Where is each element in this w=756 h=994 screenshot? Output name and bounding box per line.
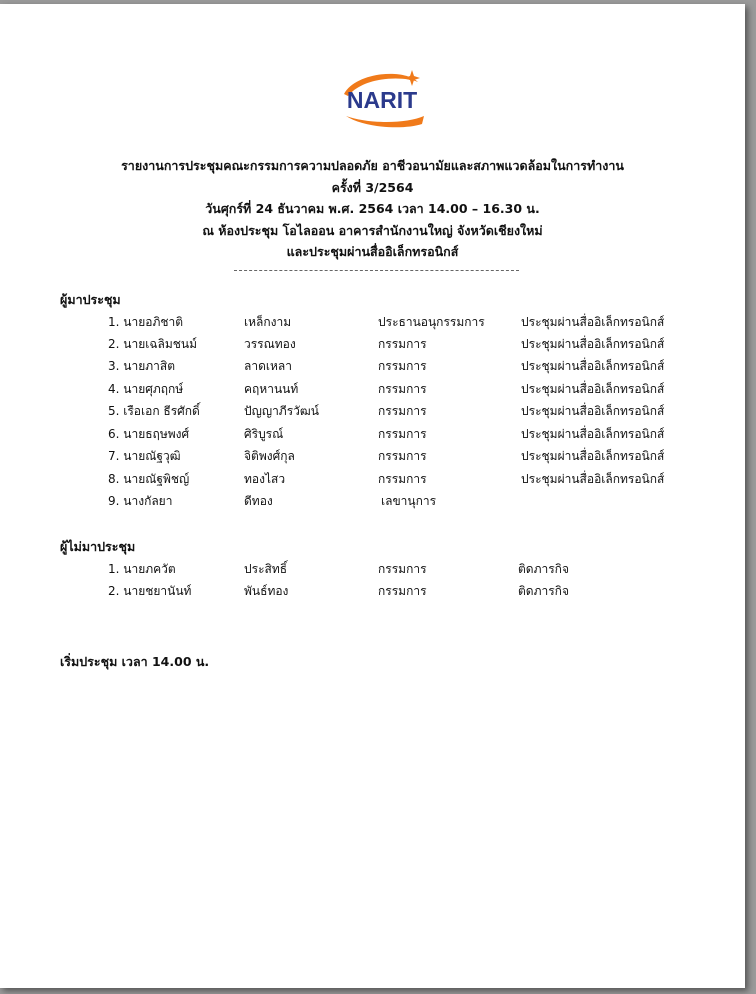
- attendee-name: 4. นายศุภฤกษ์: [108, 382, 184, 396]
- attendee-row: [0, 357, 745, 377]
- attendee-mode: ประชุมผ่านสื่ออิเล็กทรอนิกส์: [521, 359, 665, 373]
- absentee-surname: พันธ์ทอง: [244, 584, 289, 598]
- attendee-role: กรรมการ: [378, 382, 427, 396]
- attendee-mode: ประชุมผ่านสื่ออิเล็กทรอนิกส์: [521, 337, 665, 351]
- narit-logo-graphic: [334, 68, 430, 130]
- attendee-role: กรรมการ: [378, 404, 427, 418]
- document-page: [0, 4, 745, 988]
- attendee-mode: ประชุมผ่านสื่ออิเล็กทรอนิกส์: [521, 404, 665, 418]
- attendee-surname: เหล็กงาม: [244, 315, 292, 329]
- attendee-role: ประธานอนุกรรมการ: [378, 315, 485, 329]
- attendee-surname: ลาดเหลา: [244, 359, 292, 373]
- attendee-name: 3. นายภาสิต: [108, 359, 176, 373]
- logo-text: NARIT: [346, 87, 418, 113]
- attendee-name: 5. เรือเอก ธีรศักดิ์: [108, 404, 200, 418]
- attendee-name: 8. นายณัฐพิชญ์: [108, 472, 190, 486]
- absentee-row: [0, 582, 745, 602]
- absentee-name: 1. นายภควัต: [108, 562, 176, 576]
- attendee-row: [0, 380, 745, 400]
- meeting-online-note: และประชุมผ่านสื่ออิเล็กทรอนิกส์: [286, 244, 459, 260]
- meeting-start-time: เริ่มประชุม เวลา 14.00 น.: [60, 654, 210, 669]
- attendee-role: กรรมการ: [378, 472, 427, 486]
- attendee-row: [0, 470, 745, 490]
- header-divider: [234, 270, 519, 271]
- attendee-role: กรรมการ: [378, 337, 427, 351]
- absentee-role: กรรมการ: [378, 584, 427, 598]
- meeting-number: ครั้งที่ 3/2564: [331, 179, 414, 195]
- narit-logo: [334, 68, 430, 130]
- attendee-mode: ประชุมผ่านสื่ออิเล็กทรอนิกส์: [521, 382, 665, 396]
- attendee-name: 6. นายธฤษพงศ์: [108, 427, 190, 441]
- attendee-row: [0, 335, 745, 355]
- attendee-surname: ศิริบูรณ์: [244, 427, 284, 441]
- attendee-surname: วรรณทอง: [244, 337, 296, 351]
- attendee-row: [0, 492, 745, 512]
- attendee-name: 7. นายณัฐวุฒิ: [108, 449, 181, 463]
- attendee-role: กรรมการ: [378, 449, 427, 463]
- attendee-name: 2. นายเฉลิมชนม์: [108, 337, 198, 351]
- attendee-role: กรรมการ: [378, 427, 427, 441]
- attendee-mode: ประชุมผ่านสื่ออิเล็กทรอนิกส์: [521, 315, 665, 329]
- attendee-mode: ประชุมผ่านสื่ออิเล็กทรอนิกส์: [521, 449, 665, 463]
- attendee-surname: จิติพงศ์กุล: [244, 449, 295, 463]
- attendee-name: 9. นางกัลยา: [108, 494, 173, 508]
- attendee-surname: ทองไสว: [244, 472, 286, 486]
- attendee-row: [0, 447, 745, 467]
- attendee-row: [0, 402, 745, 422]
- absentee-surname: ประสิทธิ์: [244, 562, 288, 576]
- attendee-role: กรรมการ: [378, 359, 427, 373]
- attendee-mode: ประชุมผ่านสื่ออิเล็กทรอนิกส์: [521, 427, 665, 441]
- report-title-block: [0, 155, 745, 263]
- attendee-surname: คฤหานนท์: [244, 382, 299, 396]
- meeting-date: วันศุกร์ที่ 24 ธันวาคม พ.ศ. 2564 เวลา 14.00 – 16.30 น.: [205, 201, 540, 217]
- attendee-row: [0, 313, 745, 333]
- absentees-heading: ผู้ไม่มาประชุม: [60, 539, 136, 554]
- attendee-row: [0, 425, 745, 445]
- meeting-venue: ณ ห้องประชุม โอไลออน อาคารสำนักงานใหญ่ จังหวัดเชียงใหม่: [202, 222, 543, 238]
- attendee-role: เลขานุการ: [381, 494, 437, 508]
- attendee-mode: ประชุมผ่านสื่ออิเล็กทรอนิกส์: [521, 472, 665, 486]
- absentee-role: กรรมการ: [378, 562, 427, 576]
- attendee-surname: ปัญญาภีรวัฒน์: [244, 404, 319, 418]
- absentee-reason: ติดภารกิจ: [518, 562, 569, 576]
- attendee-name: 1. นายอภิชาติ: [108, 315, 184, 329]
- absentee-name: 2. นายชยานันท์: [108, 584, 192, 598]
- absentee-row: [0, 560, 745, 580]
- attendees-heading: ผู้มาประชุม: [60, 292, 121, 307]
- attendee-surname: ดีทอง: [244, 494, 273, 508]
- report-title: รายงานการประชุมคณะกรรมการความปลอดภัย อาชีวอนามัยและสภาพแวดล้อมในการทำงาน: [121, 158, 624, 173]
- absentee-reason: ติดภารกิจ: [518, 584, 569, 598]
